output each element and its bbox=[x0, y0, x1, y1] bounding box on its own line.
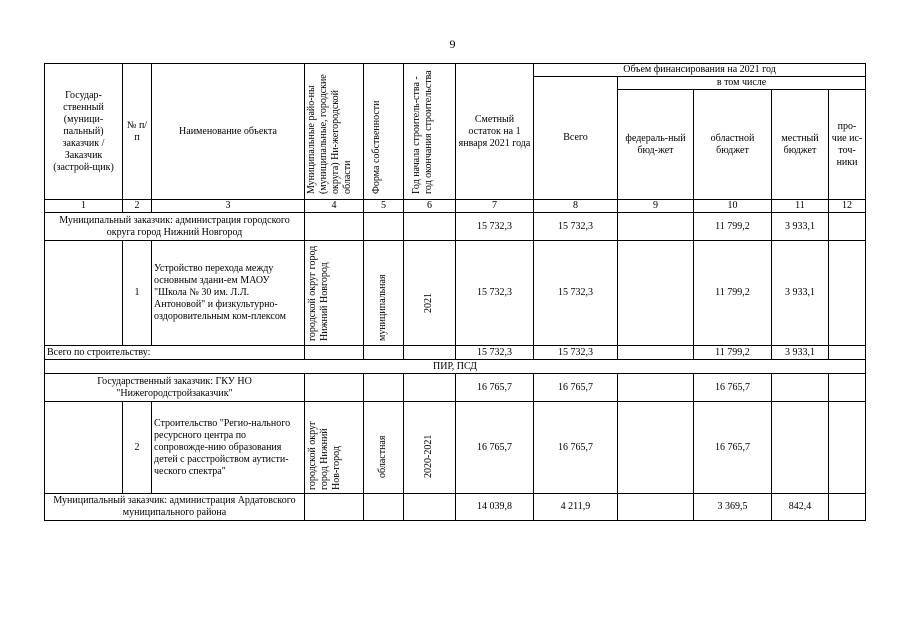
empty-cell bbox=[305, 494, 364, 521]
balance-value: 16 765,7 bbox=[456, 402, 534, 494]
empty-cell bbox=[404, 346, 456, 360]
header-row-1 bbox=[45, 64, 866, 77]
empty-cell bbox=[305, 374, 364, 402]
empty-cell bbox=[404, 374, 456, 402]
object-ownership bbox=[364, 402, 404, 494]
customer-label: Муниципальный заказчик: администрация Ардатовского муниципального района bbox=[45, 494, 305, 521]
customer-label: Государственный заказчик: ГКУ НО "Нижегородстройзаказчик" bbox=[45, 374, 305, 402]
col-num-11: 11 bbox=[772, 200, 829, 213]
customer-label: Муниципальный заказчик: администрация городского округа город Нижний Новгород bbox=[45, 213, 305, 241]
header-years bbox=[404, 64, 456, 200]
regional-value: 11 799,2 bbox=[694, 241, 772, 346]
col-num-12: 12 bbox=[829, 200, 866, 213]
federal-value bbox=[618, 213, 694, 241]
object-ownership-text: муниципальная bbox=[376, 274, 388, 341]
object-name: Устройство перехода между основным здани-ем МАОУ "Школа № 30 им. Л.Л. Антоновой" и физкультурно-оздоровительным ком-плексом bbox=[152, 241, 305, 346]
object-district-text: городской округ город Нижний Нов-город bbox=[307, 420, 342, 490]
col-num-4: 4 bbox=[305, 200, 364, 213]
header-customer: Государ-ственный (муници-пальный) заказчик / Заказчик (застрой-щик) bbox=[45, 64, 123, 200]
object-years-text: 2021 bbox=[422, 293, 434, 313]
balance-value: 15 732,3 bbox=[456, 241, 534, 346]
federal-value bbox=[618, 402, 694, 494]
empty-cell bbox=[404, 213, 456, 241]
table-row-object-2 bbox=[45, 402, 866, 494]
local-value bbox=[772, 374, 829, 402]
header-ownership-text: Форма собственности bbox=[370, 100, 382, 194]
object-ownership-text: областная bbox=[376, 435, 388, 478]
other-value bbox=[829, 241, 866, 346]
object-years-text: 2020-2021 bbox=[422, 434, 434, 478]
object-name: Строительство "Регио-нального ресурсного центра по сопровожде-нию образования детей с расстройством аутисти-ческого спектра" bbox=[152, 402, 305, 494]
page-number: 9 bbox=[449, 37, 456, 51]
total-value: 15 732,3 bbox=[534, 213, 618, 241]
table-row-ardatov-customer bbox=[45, 494, 866, 521]
table-row-object-1 bbox=[45, 241, 866, 346]
federal-value bbox=[618, 374, 694, 402]
header-ownership bbox=[364, 64, 404, 200]
federal-value bbox=[618, 494, 694, 521]
regional-value: 16 765,7 bbox=[694, 374, 772, 402]
empty-cell bbox=[404, 494, 456, 521]
federal-value bbox=[618, 241, 694, 346]
header-object-name: Наименование объекта bbox=[152, 64, 305, 200]
empty-cell bbox=[305, 346, 364, 360]
col-num-8: 8 bbox=[534, 200, 618, 213]
regional-value: 16 765,7 bbox=[694, 402, 772, 494]
column-number-row bbox=[45, 200, 866, 213]
table-row-construction-total bbox=[45, 346, 866, 360]
local-value: 3 933,1 bbox=[772, 241, 829, 346]
object-district bbox=[305, 402, 364, 494]
col-num-3: 3 bbox=[152, 200, 305, 213]
other-value bbox=[829, 494, 866, 521]
local-value: 3 933,1 bbox=[772, 213, 829, 241]
table-row-gku-customer bbox=[45, 374, 866, 402]
header-districts-text: Муниципальные райо-ны (муниципальные, городские округа) Ни-жегородской области bbox=[306, 73, 353, 194]
header-total: Всего bbox=[534, 77, 618, 200]
balance-value: 15 732,3 bbox=[456, 346, 534, 360]
other-value bbox=[829, 346, 866, 360]
balance-value: 14 039,8 bbox=[456, 494, 534, 521]
empty-cell bbox=[364, 213, 404, 241]
total-value: 16 765,7 bbox=[534, 374, 618, 402]
total-value: 16 765,7 bbox=[534, 402, 618, 494]
object-years bbox=[404, 241, 456, 346]
local-value bbox=[772, 402, 829, 494]
col-num-1: 1 bbox=[45, 200, 123, 213]
col-num-9: 9 bbox=[618, 200, 694, 213]
empty-cell bbox=[364, 494, 404, 521]
header-including: в том числе bbox=[618, 77, 866, 90]
section-heading: ПИР, ПСД bbox=[45, 360, 866, 374]
total-value: 4 211,9 bbox=[534, 494, 618, 521]
other-value bbox=[829, 402, 866, 494]
object-years bbox=[404, 402, 456, 494]
object-district bbox=[305, 241, 364, 346]
empty-cell bbox=[305, 213, 364, 241]
header-local: местный бюджет bbox=[772, 90, 829, 200]
object-ownership bbox=[364, 241, 404, 346]
object-district-text: городской округ город Нижний Новгород bbox=[307, 245, 330, 341]
construction-total-label: Всего по строительству: bbox=[45, 346, 305, 360]
header-balance: Сметный остаток на 1 января 2021 года bbox=[456, 64, 534, 200]
object-num: 2 bbox=[123, 402, 152, 494]
header-regional: областной бюджет bbox=[694, 90, 772, 200]
header-funding: Объем финансирования на 2021 год bbox=[534, 64, 866, 77]
financing-table bbox=[44, 63, 866, 521]
balance-value: 16 765,7 bbox=[456, 374, 534, 402]
col-num-6: 6 bbox=[404, 200, 456, 213]
col-num-10: 10 bbox=[694, 200, 772, 213]
other-value bbox=[829, 213, 866, 241]
header-federal: федераль-ный бюд-жет bbox=[618, 90, 694, 200]
table-row-section bbox=[45, 360, 866, 374]
local-value: 3 933,1 bbox=[772, 346, 829, 360]
total-value: 15 732,3 bbox=[534, 241, 618, 346]
regional-value: 11 799,2 bbox=[694, 213, 772, 241]
empty-cell bbox=[45, 241, 123, 346]
local-value: 842,4 bbox=[772, 494, 829, 521]
other-value bbox=[829, 374, 866, 402]
regional-value: 3 369,5 bbox=[694, 494, 772, 521]
federal-value bbox=[618, 346, 694, 360]
header-districts bbox=[305, 64, 364, 200]
col-num-2: 2 bbox=[123, 200, 152, 213]
col-num-7: 7 bbox=[456, 200, 534, 213]
header-years-text: Год начала строитель-ства - год окончания строительства bbox=[410, 69, 434, 194]
empty-cell bbox=[364, 374, 404, 402]
empty-cell bbox=[364, 346, 404, 360]
empty-cell bbox=[45, 402, 123, 494]
balance-value: 15 732,3 bbox=[456, 213, 534, 241]
col-num-5: 5 bbox=[364, 200, 404, 213]
header-num: № п/п bbox=[123, 64, 152, 200]
object-num: 1 bbox=[123, 241, 152, 346]
header-other: про-чие ис-точ-ники bbox=[829, 90, 866, 200]
total-value: 15 732,3 bbox=[534, 346, 618, 360]
table-row-nn-customer bbox=[45, 213, 866, 241]
regional-value: 11 799,2 bbox=[694, 346, 772, 360]
